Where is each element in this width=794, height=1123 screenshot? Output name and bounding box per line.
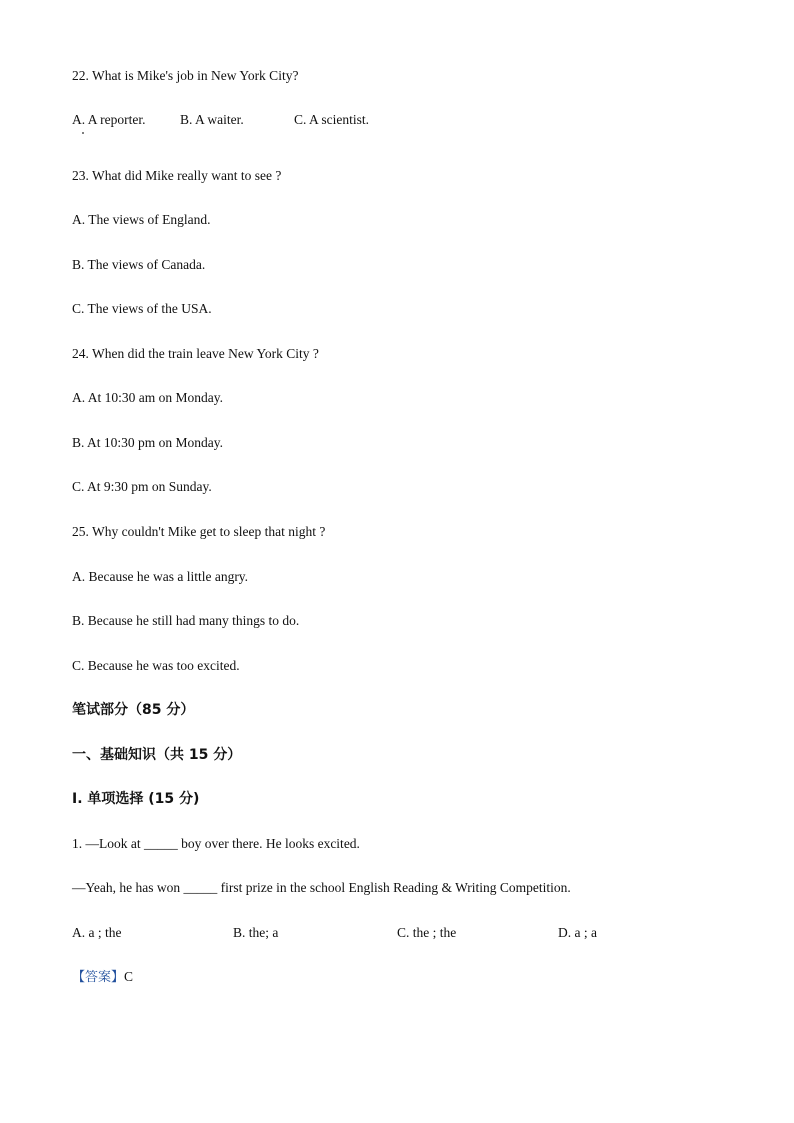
- q23-option-b: B. The views of Canada.: [72, 257, 206, 272]
- q1-option-b: B. the; a: [233, 925, 279, 940]
- section-written-heading: 笔试部分（85 分）: [72, 702, 195, 718]
- q22-option-a: A. A reporter.: [72, 112, 146, 127]
- answer-value: C: [124, 969, 134, 984]
- q23-option-c: C. The views of the USA.: [72, 301, 212, 316]
- q23-option-a: A. The views of England.: [72, 212, 211, 227]
- q22-option-c: C. A scientist.: [294, 112, 370, 127]
- q22-option-b: B. A waiter.: [180, 112, 244, 127]
- question-23: 23. What did Mike really want to see ?: [72, 168, 282, 183]
- q24-option-c: C. At 9:30 pm on Sunday.: [72, 479, 212, 494]
- question-24: 24. When did the train leave New York City ?: [72, 346, 319, 361]
- q1-option-d: D. a ; a: [558, 925, 597, 940]
- q25-option-a: A. Because he was a little angry.: [72, 569, 249, 584]
- q25-option-b: B. Because he still had many things to do.: [72, 613, 300, 628]
- question-25: 25. Why couldn't Mike get to sleep that night ?: [72, 524, 326, 539]
- q24-option-b: B. At 10:30 pm on Monday.: [72, 435, 224, 450]
- section-part1-subheading: I. 单项选择 (15 分): [72, 791, 200, 807]
- q1-option-c: C. the ; the: [397, 925, 457, 940]
- q25-option-c: C. Because he was too excited.: [72, 658, 240, 673]
- q1-answer: [72, 969, 133, 986]
- answer-label: 【答案】: [72, 970, 125, 985]
- stray-dot: [82, 132, 84, 134]
- q24-option-a: A. At 10:30 am on Monday.: [72, 390, 223, 405]
- question-1-line2: —Yeah, he has won _____ first prize in the school English Reading & Writing Competition.: [72, 880, 571, 895]
- question-22: 22. What is Mike's job in New York City?: [72, 68, 299, 83]
- question-1-line1: 1. —Look at _____ boy over there. He looks excited.: [72, 836, 360, 851]
- section-part1-heading: 一、基础知识（共 15 分）: [72, 747, 242, 763]
- q1-option-a: A. a ; the: [72, 925, 122, 940]
